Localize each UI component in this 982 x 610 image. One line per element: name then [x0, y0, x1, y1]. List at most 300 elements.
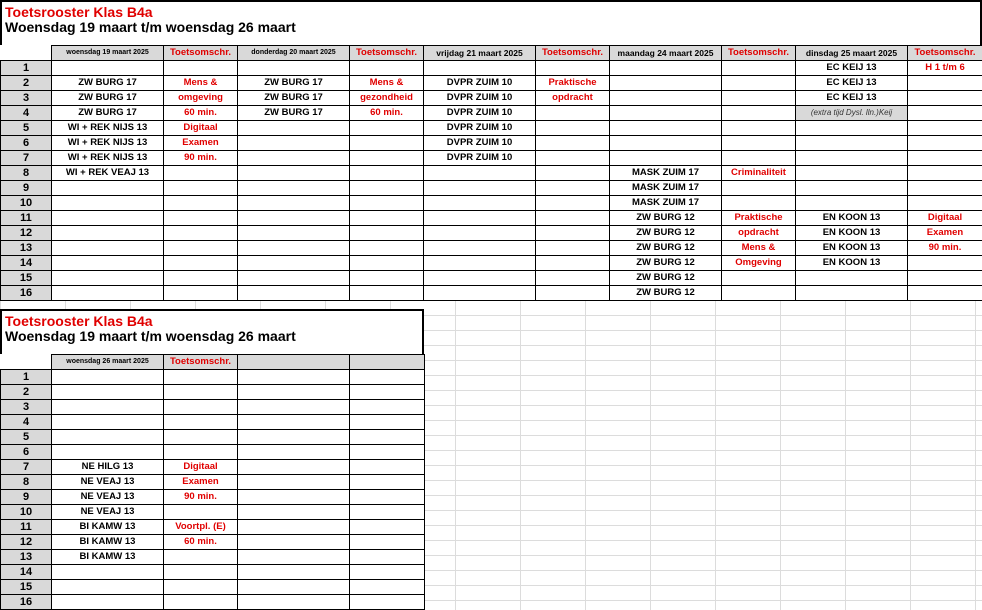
table-cell[interactable]: gezondheid [350, 91, 424, 106]
table-cell[interactable] [238, 475, 350, 490]
table-cell[interactable] [52, 370, 164, 385]
table-cell[interactable] [350, 580, 425, 595]
sheet-1-header-row [1, 46, 982, 61]
table-cell[interactable] [350, 151, 424, 166]
table-row [1, 535, 425, 550]
table-cell[interactable] [164, 580, 238, 595]
row-number: 12 [1, 226, 52, 241]
table-cell[interactable] [52, 445, 164, 460]
table-cell[interactable] [796, 196, 908, 211]
table-cell[interactable] [238, 241, 350, 256]
table-cell[interactable] [238, 226, 350, 241]
table-cell[interactable] [164, 226, 238, 241]
table-cell[interactable]: DVPR ZUIM 10 [424, 121, 536, 136]
table-cell[interactable] [796, 286, 908, 301]
row-number: 13 [1, 241, 52, 256]
table-cell[interactable]: ZW BURG 17 [52, 76, 164, 91]
table-cell[interactable]: 60 min. [164, 535, 238, 550]
row-number: 9 [1, 490, 52, 505]
table-cell[interactable]: EC KEIJ 13 [796, 61, 908, 76]
column-header[interactable] [350, 355, 425, 370]
row-number: 9 [1, 181, 52, 196]
table-cell[interactable] [164, 286, 238, 301]
table-cell[interactable] [238, 595, 350, 610]
row-number: 3 [1, 91, 52, 106]
table-cell[interactable] [238, 535, 350, 550]
table-cell[interactable] [52, 595, 164, 610]
table-cell[interactable] [350, 415, 425, 430]
table-cell[interactable] [536, 151, 610, 166]
sheet-2-body [1, 370, 425, 610]
row-number: 10 [1, 505, 52, 520]
column-header[interactable] [238, 355, 350, 370]
table-cell[interactable] [238, 460, 350, 475]
table-cell[interactable] [52, 211, 164, 226]
table-row [1, 580, 425, 595]
table-cell[interactable]: ZW BURG 12 [610, 241, 722, 256]
table-cell[interactable] [536, 121, 610, 136]
table-cell[interactable] [908, 136, 982, 151]
row-number: 5 [1, 121, 52, 136]
table-cell[interactable] [424, 226, 536, 241]
table-cell[interactable]: 60 min. [350, 106, 424, 121]
table-cell[interactable] [908, 76, 982, 91]
table-cell[interactable] [536, 211, 610, 226]
table-cell[interactable] [238, 61, 350, 76]
table-cell[interactable]: NE VEAJ 13 [52, 475, 164, 490]
table-cell[interactable] [536, 226, 610, 241]
column-header[interactable]: woensdag 26 maart 2025 [52, 355, 164, 370]
table-cell[interactable] [238, 565, 350, 580]
table-cell[interactable] [164, 181, 238, 196]
table-cell[interactable] [610, 136, 722, 151]
table-cell[interactable] [164, 370, 238, 385]
row-number: 6 [1, 445, 52, 460]
table-cell[interactable] [350, 370, 425, 385]
table-cell[interactable] [350, 400, 425, 415]
table-cell[interactable] [238, 490, 350, 505]
table-cell[interactable] [424, 181, 536, 196]
table-cell[interactable] [722, 121, 796, 136]
table-cell[interactable]: MASK ZUIM 17 [610, 196, 722, 211]
table-cell[interactable]: Voortpl. (E) [164, 520, 238, 535]
table-cell[interactable] [164, 256, 238, 271]
corner-cell [1, 355, 52, 370]
table-cell[interactable] [238, 151, 350, 166]
table-cell[interactable] [238, 196, 350, 211]
table-cell[interactable] [238, 580, 350, 595]
table-cell[interactable] [238, 370, 350, 385]
table-cell[interactable]: opdracht [722, 226, 796, 241]
table-cell[interactable] [52, 400, 164, 415]
table-cell[interactable] [164, 550, 238, 565]
table-row [1, 226, 982, 241]
row-number: 12 [1, 535, 52, 550]
table-cell[interactable] [350, 226, 424, 241]
column-header[interactable]: maandag 24 maart 2025 [610, 46, 722, 61]
table-cell[interactable]: WI + REK VEAJ 13 [52, 166, 164, 181]
row-number: 4 [1, 415, 52, 430]
table-cell[interactable]: ZW BURG 17 [52, 106, 164, 121]
table-cell[interactable] [238, 136, 350, 151]
table-cell[interactable] [350, 61, 424, 76]
table-cell[interactable] [796, 136, 908, 151]
row-number: 11 [1, 211, 52, 226]
table-cell[interactable]: DVPR ZUIM 10 [424, 106, 536, 121]
table-cell[interactable] [722, 136, 796, 151]
table-cell[interactable] [722, 286, 796, 301]
table-cell[interactable] [164, 271, 238, 286]
table-cell[interactable] [164, 61, 238, 76]
row-number: 14 [1, 256, 52, 271]
table-cell[interactable] [350, 565, 425, 580]
sheet-2-subtitle: Woensdag 19 maart t/m woensdag 26 maart [5, 328, 296, 344]
table-cell[interactable] [536, 271, 610, 286]
row-number: 10 [1, 196, 52, 211]
table-cell[interactable]: EN KOON 13 [796, 256, 908, 271]
table-cell[interactable] [722, 76, 796, 91]
table-cell[interactable] [610, 121, 722, 136]
table-cell[interactable] [350, 136, 424, 151]
table-cell[interactable]: EN KOON 13 [796, 226, 908, 241]
table-cell[interactable]: Praktische [536, 76, 610, 91]
table-cell[interactable] [52, 241, 164, 256]
column-header[interactable]: woensdag 19 maart 2025 [52, 46, 164, 61]
table-row [1, 166, 982, 181]
table-cell[interactable]: ZW BURG 12 [610, 271, 722, 286]
table-cell[interactable] [908, 181, 982, 196]
column-header[interactable]: Toetsomschr. [722, 46, 796, 61]
table-cell[interactable] [536, 286, 610, 301]
table-cell[interactable] [350, 271, 424, 286]
table-cell[interactable]: DVPR ZUIM 10 [424, 76, 536, 91]
table-cell[interactable] [610, 91, 722, 106]
table-cell[interactable] [350, 550, 425, 565]
table-cell[interactable]: BI KAMW 13 [52, 550, 164, 565]
table-cell[interactable] [350, 475, 425, 490]
table-row [1, 241, 982, 256]
table-cell[interactable] [722, 91, 796, 106]
column-header[interactable]: Toetsomschr. [164, 355, 238, 370]
table-cell[interactable] [350, 286, 424, 301]
row-number: 14 [1, 565, 52, 580]
table-cell[interactable] [52, 580, 164, 595]
table-cell[interactable]: Mens & [164, 76, 238, 91]
sheet-2-header-row [1, 355, 425, 370]
table-row [1, 61, 982, 76]
table-cell[interactable] [350, 460, 425, 475]
row-number: 15 [1, 580, 52, 595]
table-row [1, 460, 425, 475]
table-cell[interactable] [796, 151, 908, 166]
table-cell[interactable]: MASK ZUIM 17 [610, 166, 722, 181]
table-cell[interactable]: NE HILG 13 [52, 460, 164, 475]
table-cell[interactable] [238, 385, 350, 400]
table-cell[interactable] [164, 385, 238, 400]
table-cell[interactable] [238, 550, 350, 565]
table-cell[interactable] [350, 181, 424, 196]
table-cell[interactable]: ZW BURG 12 [610, 256, 722, 271]
table-cell[interactable]: Omgeving [722, 256, 796, 271]
table-cell[interactable] [908, 151, 982, 166]
table-cell[interactable] [908, 271, 982, 286]
table-cell[interactable] [164, 595, 238, 610]
table-cell[interactable] [52, 430, 164, 445]
table-cell[interactable] [536, 136, 610, 151]
table-cell[interactable]: ZW BURG 12 [610, 211, 722, 226]
table-cell[interactable]: ZW BURG 12 [610, 226, 722, 241]
table-cell[interactable] [238, 415, 350, 430]
row-number: 2 [1, 385, 52, 400]
row-number: 16 [1, 595, 52, 610]
table-cell[interactable] [52, 286, 164, 301]
table-cell[interactable]: ZW BURG 17 [238, 76, 350, 91]
column-header[interactable]: dinsdag 25 maart 2025 [796, 46, 908, 61]
schedule-sheet-2 [0, 309, 424, 609]
table-cell[interactable] [796, 271, 908, 286]
row-number: 3 [1, 400, 52, 415]
table-cell[interactable] [238, 166, 350, 181]
table-cell[interactable]: EN KOON 13 [796, 241, 908, 256]
table-cell[interactable] [350, 535, 425, 550]
row-number: 15 [1, 271, 52, 286]
table-cell[interactable] [52, 415, 164, 430]
table-row [1, 490, 425, 505]
table-cell[interactable]: H 1 t/m 6 [908, 61, 982, 76]
table-cell[interactable] [424, 196, 536, 211]
table-cell[interactable] [238, 181, 350, 196]
table-cell[interactable] [908, 256, 982, 271]
table-cell[interactable]: (extra tijd Dysl. lln.)Keij [796, 106, 908, 121]
table-cell[interactable] [164, 166, 238, 181]
row-number: 6 [1, 136, 52, 151]
column-header[interactable]: donderdag 20 maart 2025 [238, 46, 350, 61]
table-cell[interactable] [52, 565, 164, 580]
table-cell[interactable]: 90 min. [164, 490, 238, 505]
table-cell[interactable] [164, 445, 238, 460]
table-cell[interactable]: Praktische [722, 211, 796, 226]
table-cell[interactable] [722, 151, 796, 166]
table-cell[interactable]: Digitaal [164, 121, 238, 136]
sheet-1-title: Toetsrooster Klas B4a [5, 4, 153, 20]
table-cell[interactable] [424, 286, 536, 301]
table-cell[interactable] [908, 166, 982, 181]
table-cell[interactable]: EN KOON 13 [796, 211, 908, 226]
table-cell[interactable] [164, 565, 238, 580]
table-cell[interactable] [238, 520, 350, 535]
table-cell[interactable] [238, 121, 350, 136]
table-cell[interactable] [610, 61, 722, 76]
row-number: 13 [1, 550, 52, 565]
table-cell[interactable] [350, 505, 425, 520]
table-cell[interactable] [536, 181, 610, 196]
column-header[interactable]: Toetsomschr. [164, 46, 238, 61]
table-cell[interactable] [536, 61, 610, 76]
table-cell[interactable]: Examen [164, 136, 238, 151]
table-cell[interactable]: ZW BURG 17 [238, 91, 350, 106]
row-number: 8 [1, 475, 52, 490]
table-cell[interactable]: 90 min. [908, 241, 982, 256]
table-cell[interactable] [722, 196, 796, 211]
table-cell[interactable] [350, 166, 424, 181]
table-cell[interactable] [52, 256, 164, 271]
row-number: 1 [1, 61, 52, 76]
table-cell[interactable] [164, 196, 238, 211]
table-cell[interactable]: 60 min. [164, 106, 238, 121]
column-header[interactable]: Toetsomschr. [908, 46, 982, 61]
table-cell[interactable] [52, 271, 164, 286]
table-cell[interactable] [238, 211, 350, 226]
table-cell[interactable] [424, 241, 536, 256]
table-cell[interactable] [908, 286, 982, 301]
row-number: 5 [1, 430, 52, 445]
table-cell[interactable]: DVPR ZUIM 10 [424, 151, 536, 166]
table-cell[interactable] [350, 490, 425, 505]
table-row [1, 256, 982, 271]
table-row [1, 430, 425, 445]
table-cell[interactable] [610, 76, 722, 91]
table-row [1, 181, 982, 196]
column-header[interactable]: Toetsomschr. [536, 46, 610, 61]
table-cell[interactable] [536, 196, 610, 211]
table-cell[interactable] [908, 91, 982, 106]
table-cell[interactable]: Digitaal [164, 460, 238, 475]
table-row [1, 370, 425, 385]
table-cell[interactable] [238, 445, 350, 460]
table-cell[interactable] [238, 286, 350, 301]
table-cell[interactable] [536, 166, 610, 181]
table-cell[interactable] [536, 256, 610, 271]
table-cell[interactable] [52, 226, 164, 241]
table-cell[interactable] [722, 271, 796, 286]
table-cell[interactable] [350, 430, 425, 445]
table-cell[interactable] [164, 430, 238, 445]
table-cell[interactable] [722, 61, 796, 76]
sheet-1-body [1, 61, 982, 301]
table-cell[interactable]: Digitaal [908, 211, 982, 226]
table-cell[interactable] [52, 181, 164, 196]
table-cell[interactable] [796, 166, 908, 181]
table-row [1, 136, 982, 151]
table-cell[interactable] [52, 196, 164, 211]
table-cell[interactable]: ZW BURG 17 [238, 106, 350, 121]
table-cell[interactable] [610, 151, 722, 166]
table-cell[interactable] [350, 520, 425, 535]
table-cell[interactable]: Examen [908, 226, 982, 241]
table-cell[interactable]: Criminaliteit [722, 166, 796, 181]
table-cell[interactable] [164, 400, 238, 415]
table-cell[interactable]: DVPR ZUIM 10 [424, 136, 536, 151]
table-cell[interactable] [424, 166, 536, 181]
table-cell[interactable] [350, 241, 424, 256]
table-cell[interactable] [238, 400, 350, 415]
table-cell[interactable]: 90 min. [164, 151, 238, 166]
table-cell[interactable]: WI + REK NIJS 13 [52, 151, 164, 166]
row-number: 11 [1, 520, 52, 535]
table-cell[interactable] [350, 121, 424, 136]
table-cell[interactable] [350, 445, 425, 460]
row-number: 7 [1, 151, 52, 166]
table-cell[interactable]: BI KAMW 13 [52, 535, 164, 550]
sheet-2-title: Toetsrooster Klas B4a [5, 313, 153, 329]
table-row [1, 565, 425, 580]
row-number: 2 [1, 76, 52, 91]
table-cell[interactable] [796, 181, 908, 196]
table-cell[interactable] [424, 271, 536, 286]
table-row [1, 286, 982, 301]
table-cell[interactable]: NE VEAJ 13 [52, 505, 164, 520]
table-cell[interactable] [722, 106, 796, 121]
table-cell[interactable]: BI KAMW 13 [52, 520, 164, 535]
table-cell[interactable] [238, 505, 350, 520]
table-cell[interactable] [350, 256, 424, 271]
table-cell[interactable] [350, 211, 424, 226]
table-cell[interactable] [238, 256, 350, 271]
table-row [1, 76, 982, 91]
table-cell[interactable] [164, 241, 238, 256]
table-cell[interactable]: DVPR ZUIM 10 [424, 91, 536, 106]
table-cell[interactable]: WI + REK NIJS 13 [52, 121, 164, 136]
table-row [1, 445, 425, 460]
table-cell[interactable]: opdracht [536, 91, 610, 106]
table-cell[interactable]: Examen [164, 475, 238, 490]
table-cell[interactable] [424, 256, 536, 271]
table-cell[interactable]: omgeving [164, 91, 238, 106]
table-cell[interactable]: EC KEIJ 13 [796, 76, 908, 91]
table-row [1, 550, 425, 565]
table-cell[interactable] [238, 430, 350, 445]
table-cell[interactable] [536, 106, 610, 121]
table-row [1, 121, 982, 136]
table-cell[interactable]: WI + REK NIJS 13 [52, 136, 164, 151]
table-cell[interactable] [796, 121, 908, 136]
table-row [1, 385, 425, 400]
table-cell[interactable] [908, 196, 982, 211]
table-cell[interactable] [164, 505, 238, 520]
table-cell[interactable] [424, 61, 536, 76]
row-number: 8 [1, 166, 52, 181]
table-cell[interactable] [722, 181, 796, 196]
table-cell[interactable] [908, 121, 982, 136]
row-number: 1 [1, 370, 52, 385]
column-header[interactable]: vrijdag 21 maart 2025 [424, 46, 536, 61]
table-cell[interactable] [238, 271, 350, 286]
table-cell[interactable]: Mens & [722, 241, 796, 256]
table-cell[interactable]: EC KEIJ 13 [796, 91, 908, 106]
table-cell[interactable]: ZW BURG 12 [610, 286, 722, 301]
table-cell[interactable] [424, 211, 536, 226]
table-cell[interactable] [350, 595, 425, 610]
sheet-2-table [0, 354, 425, 610]
table-cell[interactable] [164, 211, 238, 226]
table-cell[interactable] [350, 385, 425, 400]
table-cell[interactable]: Mens & [350, 76, 424, 91]
table-cell[interactable] [164, 415, 238, 430]
sheet-1-table [0, 45, 982, 301]
table-cell[interactable] [350, 196, 424, 211]
row-number: 4 [1, 106, 52, 121]
table-cell[interactable] [52, 385, 164, 400]
column-header[interactable]: Toetsomschr. [350, 46, 424, 61]
sheet-1-subtitle: Woensdag 19 maart t/m woensdag 26 maart [5, 19, 296, 35]
table-cell[interactable] [536, 241, 610, 256]
table-cell[interactable] [52, 61, 164, 76]
table-cell[interactable] [908, 106, 982, 121]
table-cell[interactable] [610, 106, 722, 121]
table-cell[interactable]: MASK ZUIM 17 [610, 181, 722, 196]
table-cell[interactable]: NE VEAJ 13 [52, 490, 164, 505]
table-cell[interactable]: ZW BURG 17 [52, 91, 164, 106]
